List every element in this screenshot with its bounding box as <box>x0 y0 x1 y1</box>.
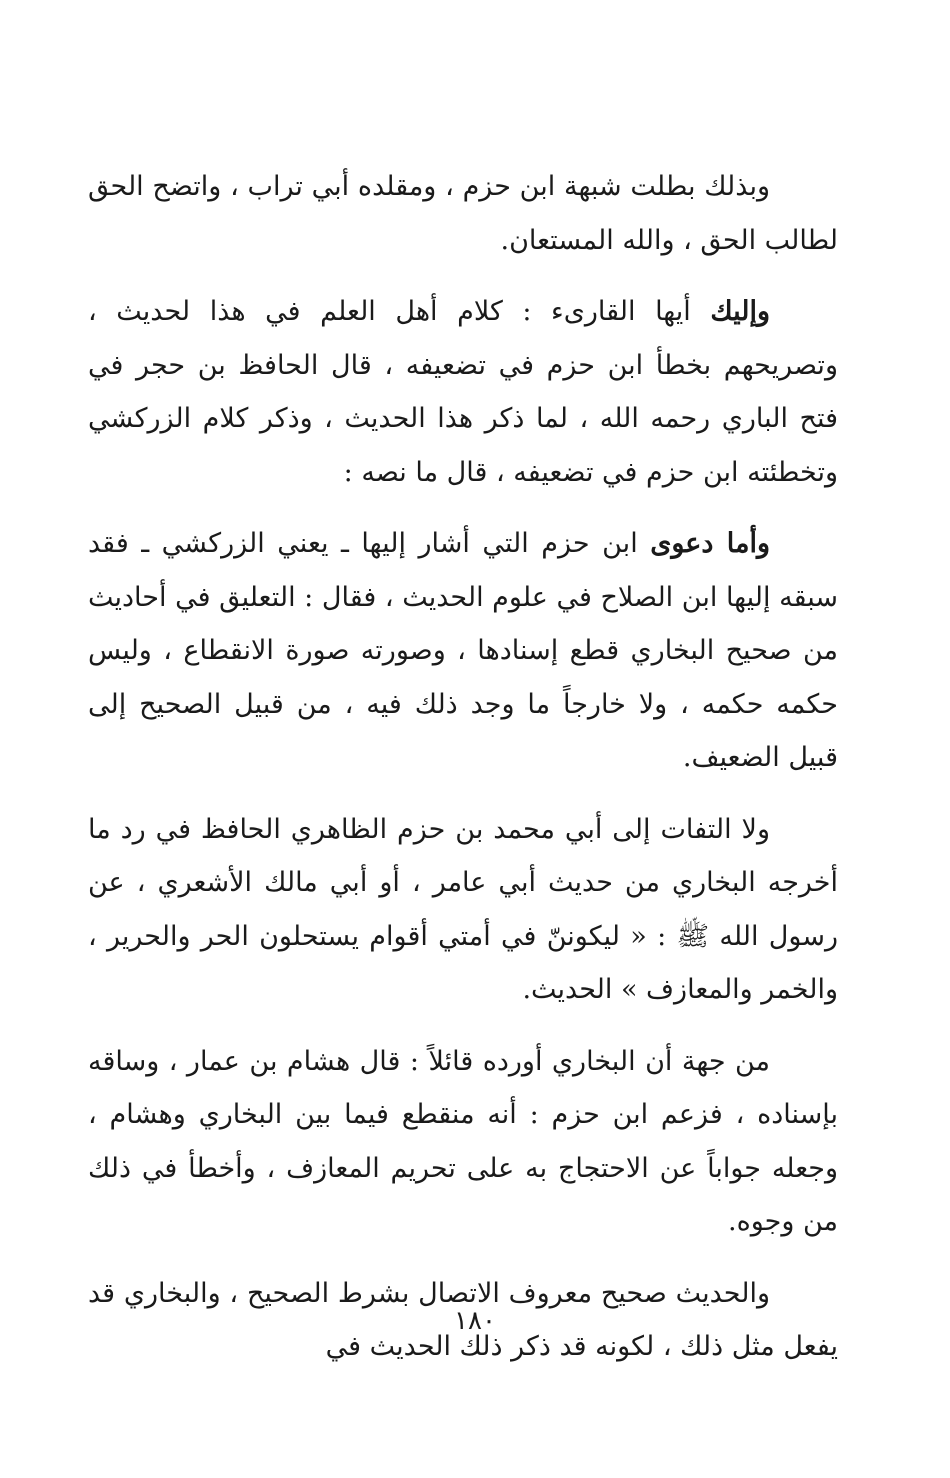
paragraph-text: ولا التفات إلى أبي محمد بن حزم الظاهري الحافظ في رد ما أخرجه البخاري من حديث أبي عامر ، أو أبي مالك الأشعري ، عن رسول الله ﷺ : « ليكوننّ في أمتي أقوام يستحلون الحر والحرير ، والخمر والمعازف » الحديث. <box>88 813 838 1005</box>
paragraph <box>88 160 838 267</box>
paragraph-text: أيها القارىء : كلام أهل العلم في هذا لحديث ، وتصريحهم بخطأ ابن حزم في تضعيفه ، قال الحافظ بن حجر في فتح الباري رحمه الله ، لما ذكر هذا الحديث ، وذكر كلام الزركشي وتخطئته ابن حزم في تضعيفه ، قال ما نصه : <box>88 296 838 488</box>
paragraph-lead: وإليك <box>710 296 770 327</box>
paragraph-text: ابن حزم التي أشار إليها ـ يعني الزركشي ـ فقد سبقه إليها ابن الصلاح في علوم الحديث ، فقال : التعليق في أحاديث من صحيح البخاري قطع إسنادها ، وصورته صورة الانقطاع ، وليس حكمه حكمه ، ولا خارجاً ما وجد ذلك فيه ، من قبيل الصحيح إلى قبيل الضعيف. <box>88 528 838 773</box>
paragraph <box>88 285 838 499</box>
paragraph <box>88 517 838 785</box>
paragraph <box>88 1035 838 1249</box>
paragraph-lead: وأما دعوى <box>650 528 770 559</box>
page-body <box>88 160 838 1392</box>
paragraph-text: وبذلك بطلت شبهة ابن حزم ، ومقلده أبي تراب ، واتضح الحق لطالب الحق ، والله المستعان. <box>88 171 838 256</box>
page-number: ١٨٠ <box>454 1306 496 1336</box>
paragraph <box>88 803 838 1017</box>
paragraph-text: والحديث صحيح معروف الاتصال بشرط الصحيح ، والبخاري قد يفعل مثل ذلك ، لكونه قد ذكر ذلك الحديث في <box>88 1277 838 1362</box>
paragraph-text: من جهة أن البخاري أورده قائلاً : قال هشام بن عمار ، وساقه بإسناده ، فزعم ابن حزم : أنه منقطع فيما بين البخاري وهشام ، وجعله جواباً عن الاحتجاج به على تحريم المعازف ، وأخطأ في ذلك من وجوه. <box>88 1045 838 1237</box>
